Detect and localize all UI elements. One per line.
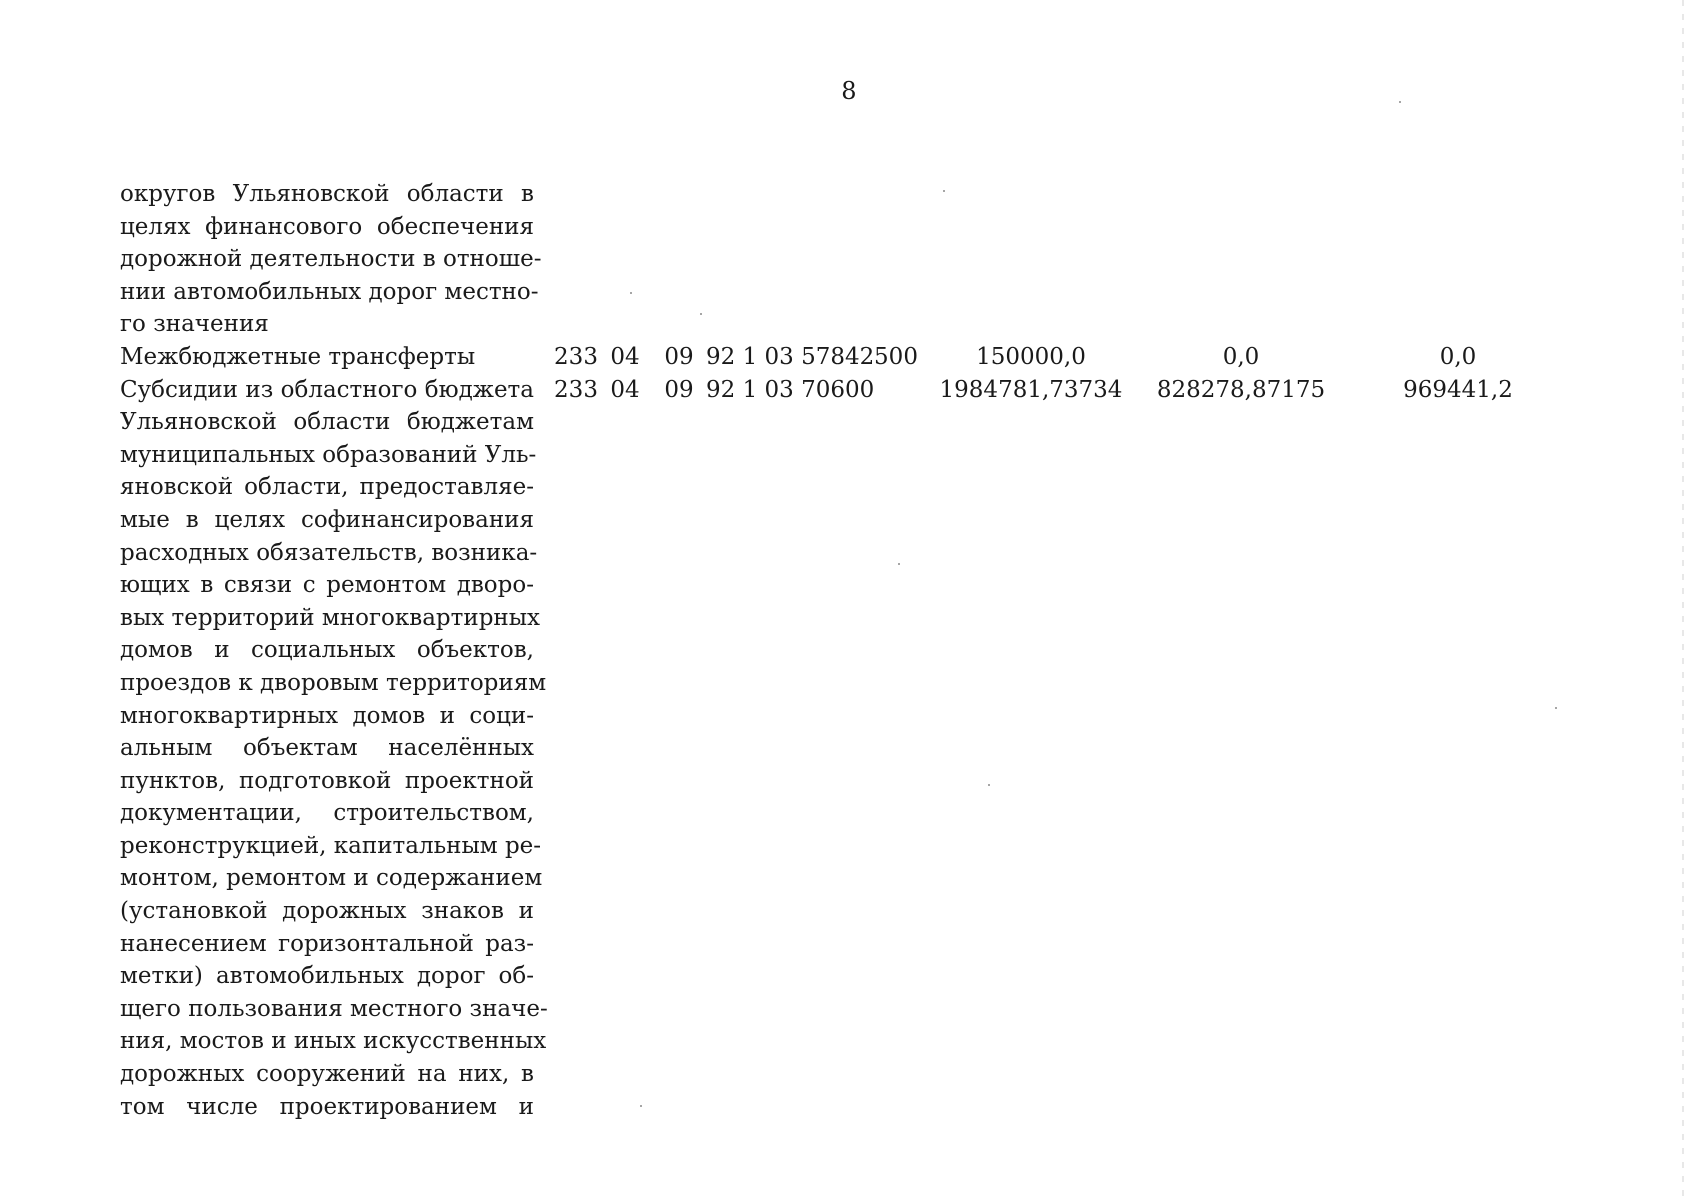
table-row [120, 341, 1570, 374]
item-name-line: ющих в связи с ремонтом дворо- [120, 572, 534, 599]
item-name-line: нанесением горизонтальной раз- [120, 930, 534, 957]
scan-speck [640, 1105, 642, 1107]
table-body [120, 178, 1570, 1123]
amount-year1-cell: 1984781,73734 [939, 376, 1123, 403]
amount-year2-cell: 828278,87175 [1156, 376, 1326, 403]
item-name-line: дорожных сооружений на них, в [120, 1061, 534, 1088]
item-name-cell [120, 178, 542, 341]
item-name-line: Межбюджетные трансферты [120, 343, 476, 370]
item-name-line: дорожной деятельности в отноше- [120, 246, 542, 273]
item-name-cell [120, 374, 548, 1124]
expense-type-cell: 500 [874, 343, 918, 370]
table-row [120, 178, 1570, 341]
scan-speck [1399, 101, 1401, 103]
item-name-line: ния, мостов и иных искусственных [120, 1028, 547, 1055]
amount-year1-cell: 150000,0 [976, 343, 1086, 370]
grbs-code-cell [534, 178, 598, 341]
section-code-cell: 04 [610, 376, 640, 403]
amount-year3-cell: 969441,2 [1403, 376, 1513, 403]
section-code-cell [598, 178, 652, 341]
expense-type-cell [866, 178, 926, 341]
target-article-cell [706, 178, 866, 341]
scan-speck [1555, 707, 1557, 709]
item-name-line: Субсидии из областного бюджета [120, 376, 534, 403]
amount-year3-cell [1346, 178, 1570, 341]
scan-speck [630, 292, 632, 294]
scan-speck [988, 784, 990, 786]
subsection-code-cell: 09 [664, 343, 694, 370]
expense-type-cell [866, 374, 926, 1124]
item-name-line: нии автомобильных дорог местно- [120, 278, 539, 305]
item-name-line: альным объектам населённых [120, 735, 534, 762]
subsection-code-cell: 09 [664, 376, 694, 403]
scan-speck [700, 313, 702, 315]
scan-speck [898, 563, 900, 565]
subsection-code-cell [652, 178, 706, 341]
item-name-line: метки) автомобильных дорог об- [120, 963, 534, 990]
item-name-line: целях финансового обеспечения [120, 213, 534, 240]
item-name-line: монтом, ремонтом и содержанием [120, 865, 543, 892]
item-name-line: муниципальных образований Уль- [120, 441, 537, 468]
item-name-line: расходных обязательств, возника- [120, 539, 538, 566]
amount-year3-cell: 0,0 [1439, 343, 1477, 370]
item-name-line: многоквартирных домов и соци- [120, 702, 534, 729]
amount-year2-cell [1136, 178, 1346, 341]
item-name-line: проездов к дворовым территориям [120, 669, 547, 696]
budget-table [120, 178, 1570, 1123]
item-name-line: мые в целях софинансирования [120, 506, 534, 533]
target-article-cell: 92 1 03 57842 [706, 343, 875, 370]
amount-year1-cell [926, 178, 1136, 341]
item-name-line: вых территорий многоквартирных [120, 604, 541, 631]
item-name-line: щего пользования местного значе- [120, 995, 548, 1022]
target-article-cell: 92 1 03 70600 [706, 376, 875, 403]
item-name-line: документации, строительством, [120, 800, 534, 827]
page-number: 8 [841, 77, 857, 105]
item-name-line: том числе проектированием и [120, 1093, 534, 1120]
item-name-line: округов Ульяновской области в [120, 181, 534, 207]
item-name-line: го значения [120, 311, 269, 338]
scan-binding-edge [1682, 0, 1684, 1200]
table-row [120, 374, 1570, 1124]
amount-year2-cell: 0,0 [1222, 343, 1260, 370]
grbs-code-cell: 233 [554, 376, 598, 403]
item-name-line: (установкой дорожных знаков и [120, 898, 534, 925]
item-name-line: пунктов, подготовкой проектной [120, 767, 534, 794]
item-name-cell [120, 341, 534, 374]
item-name-line: реконструкцией, капитальным ре- [120, 832, 542, 859]
item-name-line: домов и социальных объектов, [120, 637, 534, 664]
grbs-code-cell: 233 [554, 343, 598, 370]
scan-speck [943, 190, 945, 192]
section-code-cell: 04 [610, 343, 640, 370]
item-name-line: Ульяновской области бюджетам [120, 409, 534, 436]
item-name-line: яновской области, предоставляе- [120, 474, 534, 501]
